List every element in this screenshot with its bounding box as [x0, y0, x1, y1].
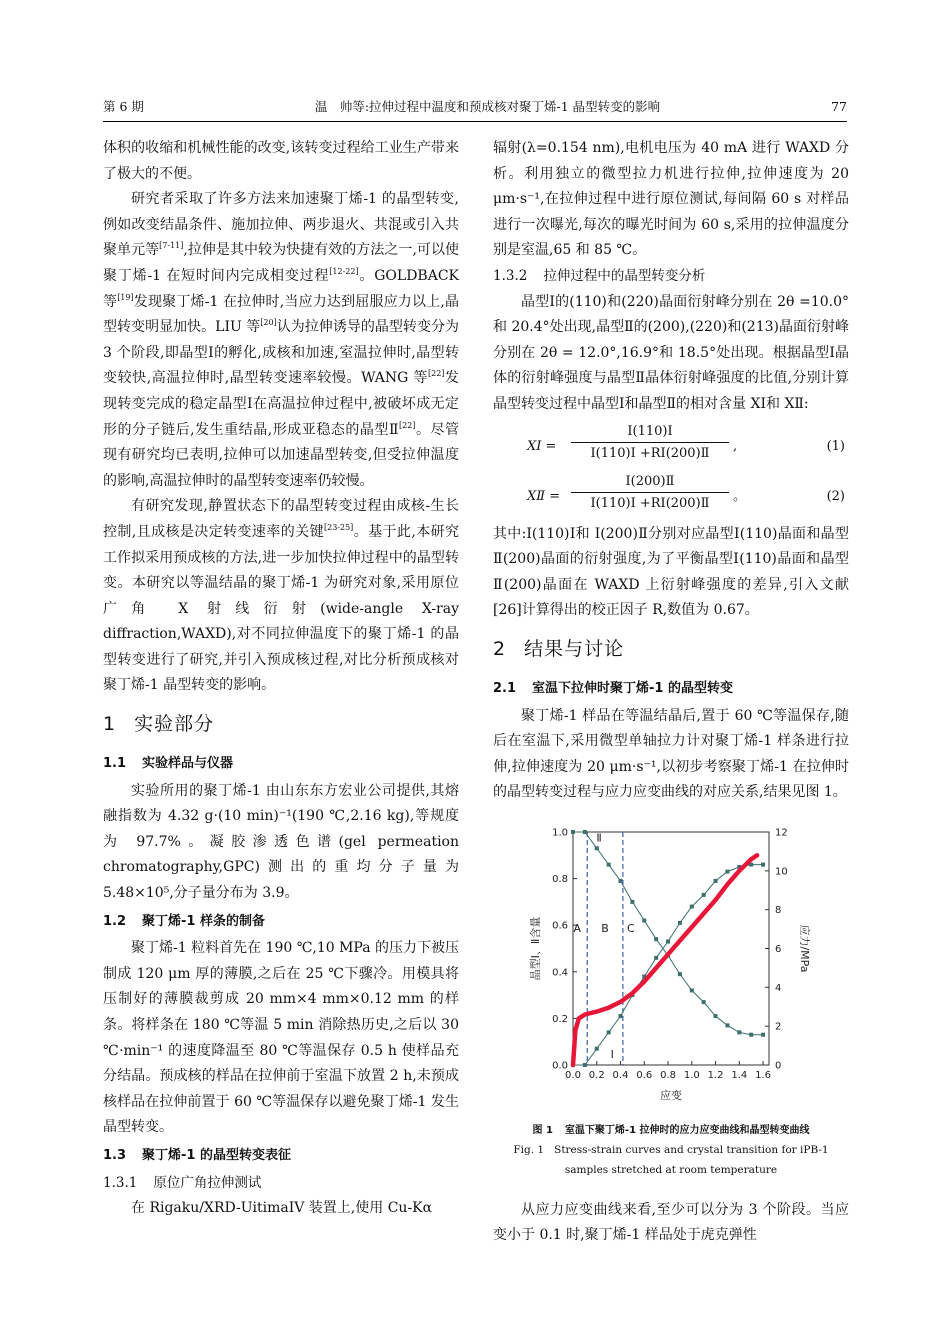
equation-1: XⅠ = $\frac{\text{I(110)Ⅰ}}{\text{I(110)Ⅰ +RI(200)Ⅱ}}$ , (1): [493, 422, 849, 468]
x-tick-label: 1.2: [707, 1069, 724, 1081]
figure-caption-zh: 图 1 室温下聚丁烯-1 拉伸时的应力应变曲线和晶型转变曲线: [532, 1124, 810, 1136]
y-left-tick-label: 0.0: [552, 1060, 568, 1072]
stress-curve: [573, 855, 757, 1065]
region-label: C: [627, 922, 635, 936]
data-point: [761, 862, 765, 866]
y-right-tick-label: 0: [775, 1060, 782, 1072]
data-point: [714, 879, 718, 883]
citation: [23-25]: [323, 522, 354, 532]
data-point: [749, 1033, 753, 1037]
data-point: [654, 956, 658, 960]
x-axis-title: 应变: [660, 1088, 682, 1102]
equation-lhs: XⅡ =: [527, 488, 561, 504]
y-left-axis-title: 晶型Ⅰ、Ⅱ含量: [529, 916, 542, 981]
paragraph: 实验所用的聚丁烯-1 由山东东方宏业公司提供,其熔融指数为 4.32 g·(10 min)⁻¹(190 ℃,2.16 kg),等规度为 97.7%。凝胶渗透色谱(gel permeation chromatography,GPC)测出的重均分子量为 5.48×10⁵,分子量分布为 3.9。: [103, 782, 459, 902]
data-point: [595, 846, 599, 850]
y-left-tick-label: 0.8: [552, 873, 568, 885]
header-rule: [103, 121, 847, 122]
citation: [12-22]: [329, 266, 359, 276]
data-point: [619, 1014, 623, 1018]
data-point: [702, 893, 706, 897]
equation-lhs: XⅠ =: [527, 438, 557, 454]
y-left-tick-label: 0.6: [552, 920, 568, 932]
citation: [7-11]: [159, 241, 184, 251]
paragraph: 从应力应变曲线来看,至少可以分为 3 个阶段。当应变小于 0.1 时,聚丁烯-1 样品处于虎克弹性: [493, 1201, 849, 1244]
y-right-tick-label: 10: [775, 866, 788, 878]
paragraph: 聚丁烯-1 样品在等温结晶后,置于 60 ℃等温保存,随后在室温下,采用微型单轴拉力计对聚丁烯-1 样条进行拉伸,拉伸速度为 20 μm·s⁻¹,以初步考察聚丁烯-1 在拉伸时的晶型转变过程与应力应变曲线的对应关系,结果见图 1。: [493, 707, 849, 801]
running-header: [103, 94, 847, 118]
y-right-tick-label: 6: [775, 943, 782, 955]
data-point: [654, 937, 658, 941]
data-point: [690, 904, 694, 908]
data-point: [678, 972, 682, 976]
issue-number: 第 6 期: [103, 99, 144, 114]
section-heading-1: 1 实验部分: [103, 713, 215, 736]
crystal-curve-I: [573, 864, 763, 1064]
curve-label-I: Ⅰ: [610, 1047, 614, 1061]
y-left-tick-label: 1.0: [552, 827, 568, 839]
y-right-tick-label: 8: [775, 905, 782, 917]
x-tick-label: 0.6: [636, 1069, 653, 1081]
equation-denominator: I(110)Ⅰ +RI(200)Ⅱ: [590, 445, 710, 461]
y-left-tick-label: 0.2: [552, 1013, 568, 1025]
x-tick-label: 0.2: [588, 1069, 605, 1081]
citation: [20]: [260, 318, 277, 328]
section-heading-1-1: 1.1 实验样品与仪器: [103, 756, 234, 772]
paragraph: 研究者采取了许多方法来加速聚丁烯-1 的晶型转变,例如改变结晶条件、施加拉伸、两步退火、共混或引入共聚单元等[7-11],拉伸是其中较为快捷有效的方法之一,可以使聚丁烯-1 在短时间内完成相变过程[12-22]。GOLDBACK 等[19]发现聚丁烯-1 在拉伸时,当应力达到屈服应力以上,晶型转变明显加快。LIU 等[20]认为拉伸诱导的晶型转变分为 3 个阶段,即晶型Ⅰ的孵化,成核和加速,室温拉伸时,晶型转变较快,高温拉伸时,晶型转变速率较慢。WANG 等[22]发现转变完成的稳定晶型Ⅰ在高温拉伸过程中,被破坏成无定形的分子链后,发生重结晶,形成亚稳态的晶型Ⅱ[22]。尽管现有研究均已表明,拉伸可以加速晶型转变,但受拉伸温度的影响,高温拉伸时的晶型转变速率仍较慢。: [103, 191, 460, 489]
paragraph: 其中:I(110)Ⅰ和 I(200)Ⅱ分别对应晶型Ⅰ(110)晶面和晶型Ⅱ(200)晶面的衍射强度,为了平衡晶型Ⅰ(110)晶面和晶型Ⅱ(200)晶面在 WAXD 上衍射峰强度的差异,引入文献[26]计算得出的校正因子 R,数值为 0.67。: [493, 525, 849, 619]
equation-numerator: I(110)Ⅰ: [571, 422, 729, 443]
y-left-tick-label: 0.4: [552, 967, 568, 979]
section-heading-1-3: 1.3 聚丁烯-1 的晶型转变表征: [103, 1147, 291, 1163]
running-title: 温 帅等:拉伸过程中温度和预成核对聚丁烯-1 晶型转变的影响: [314, 99, 661, 114]
x-tick-label: 0.0: [565, 1069, 581, 1081]
paragraph: 晶型Ⅰ的(110)和(220)晶面衍射峰分别在 2θ =10.0°和 20.4°处出现,晶型Ⅱ的(200),(220)和(213)晶面衍射峰分别在 2θ = 12.0°,16.9°和 18.5°处出现。根据晶型Ⅰ晶体的衍射峰强度与晶型Ⅱ晶体衍射峰强度的比值,分别计算晶型转变过程中晶型Ⅰ和晶型Ⅱ的相对含量 XⅠ和 XⅡ:: [493, 293, 849, 412]
page-number: 77: [831, 98, 847, 114]
equation-denominator: I(110)Ⅰ +RI(200)Ⅱ: [590, 495, 710, 511]
right-column: [493, 136, 849, 1249]
equation-number: (2): [826, 488, 845, 504]
y-right-tick-label: 2: [775, 1021, 782, 1033]
data-point: [690, 988, 694, 992]
data-point: [571, 830, 575, 834]
paragraph: 体积的收缩和机械性能的改变,该转变过程给工业生产带来了极大的不便。: [103, 140, 459, 182]
x-tick-label: 0.8: [660, 1069, 676, 1081]
figure-1: [493, 820, 849, 1120]
data-point: [702, 1000, 706, 1004]
region-label: A: [573, 922, 582, 936]
figure-caption-en: Fig. 1 Stress-strain curves and crystal transition for iPB-1 samples stretched at room temperature: [513, 1143, 829, 1176]
citation: [19]: [117, 292, 134, 302]
data-point: [595, 1047, 599, 1051]
data-point: [725, 1023, 729, 1027]
data-point: [737, 1030, 741, 1034]
equation-numerator: I(200)Ⅱ: [571, 472, 729, 493]
equation-number: (1): [826, 438, 845, 454]
equation-fraction: [571, 422, 729, 465]
x-tick-label: 1.6: [755, 1069, 772, 1081]
data-point: [666, 939, 670, 943]
paragraph: 辐射(λ=0.154 nm),电机电压为 40 mA 进行 WAXD 分析。利用独立的微型拉力机进行拉伸,拉伸速度为 20 μm·s⁻¹,在拉伸过程中进行原位测试,每间隔 60 s 对样品进行一次曝光,每次的曝光时间为 60 s,采用的拉伸温度分别是室温,65 和 85 ℃。: [493, 140, 849, 259]
paragraph: 有研究发现,静置状态下的晶型转变过程由成核-生长控制,且成核是决定转变速率的关键[23-25]。基于此,本研究工作拟采用预成核的方法,进一步加快拉伸过程中的晶型转变。本研究以等温结晶的聚丁烯-1 为研究对象,采用原位广角 X 射线衍射(wide-angle X-ray diffraction,WAXD),对不同拉伸温度下的聚丁烯-1 的晶型转变进行了研究,并引入预成核过程,对比分析预成核对聚丁烯-1 晶型转变的影响。: [103, 498, 460, 694]
section-heading-1-2: 1.2 聚丁烯-1 样条的制备: [103, 913, 265, 929]
section-heading-1-3-1: 1.3.1 原位广角拉伸测试: [103, 1174, 262, 1191]
x-tick-label: 1.4: [731, 1069, 748, 1081]
equation-2: XⅡ = $\frac{\text{I(200)Ⅱ}}{\text{I(110)Ⅰ +RI(200)Ⅱ}}$ 。 (2): [493, 472, 849, 518]
paragraph: 在 Rigaku/XRD-UitimaIV 装置上,使用 Cu-Kα: [131, 1200, 433, 1217]
y-right-axis-title: 应力/MPa: [798, 924, 811, 973]
data-point: [583, 830, 587, 834]
data-point: [583, 1063, 587, 1067]
data-point: [607, 862, 611, 866]
x-tick-label: 1.0: [683, 1069, 700, 1081]
data-point: [642, 918, 646, 922]
data-point: [607, 1030, 611, 1034]
y-right-tick-label: 4: [775, 982, 782, 994]
section-heading-1-3-2: 1.3.2 拉伸过程中的晶型转变分析: [493, 267, 706, 284]
left-column: [103, 136, 459, 1222]
data-point: [714, 1014, 718, 1018]
citation: [22]: [427, 369, 445, 379]
data-point: [725, 869, 729, 873]
equation-fraction: [571, 472, 729, 515]
section-heading-2: 2 结果与讨论: [493, 637, 625, 660]
data-point: [630, 900, 634, 904]
x-tick-label: 0.4: [612, 1069, 629, 1081]
citation: [22]: [399, 420, 416, 430]
section-heading-2-1: 2.1 室温下拉伸时聚丁烯-1 的晶型转变: [493, 680, 733, 696]
y-right-tick-label: 12: [775, 827, 788, 839]
region-label: B: [601, 922, 609, 936]
data-point: [678, 921, 682, 925]
data-point: [761, 1033, 765, 1037]
data-point: [619, 879, 623, 883]
curve-label-II: Ⅱ: [596, 831, 602, 845]
paragraph: 聚丁烯-1 粒料首先在 190 ℃,10 MPa 的压力下被压制成 120 μm 厚的薄膜,之后在 25 ℃下骤冷。用模具将压制好的薄膜裁剪成 20 mm×4 mm×0.12 mm 的样条。将样条在 180 ℃等温 5 min 消除热历史,之后以 30 ℃·min⁻¹ 的速度降温至 80 ℃等温保存 0.5 h 使样品充分结晶。预成核的样品在拉伸前于室温下放置 2 h,未预成核样品在拉伸前置于 60 ℃等温保存以避免聚丁烯-1 发生晶型转变。: [103, 940, 460, 1136]
stress-strain-chart: [493, 820, 849, 1120]
